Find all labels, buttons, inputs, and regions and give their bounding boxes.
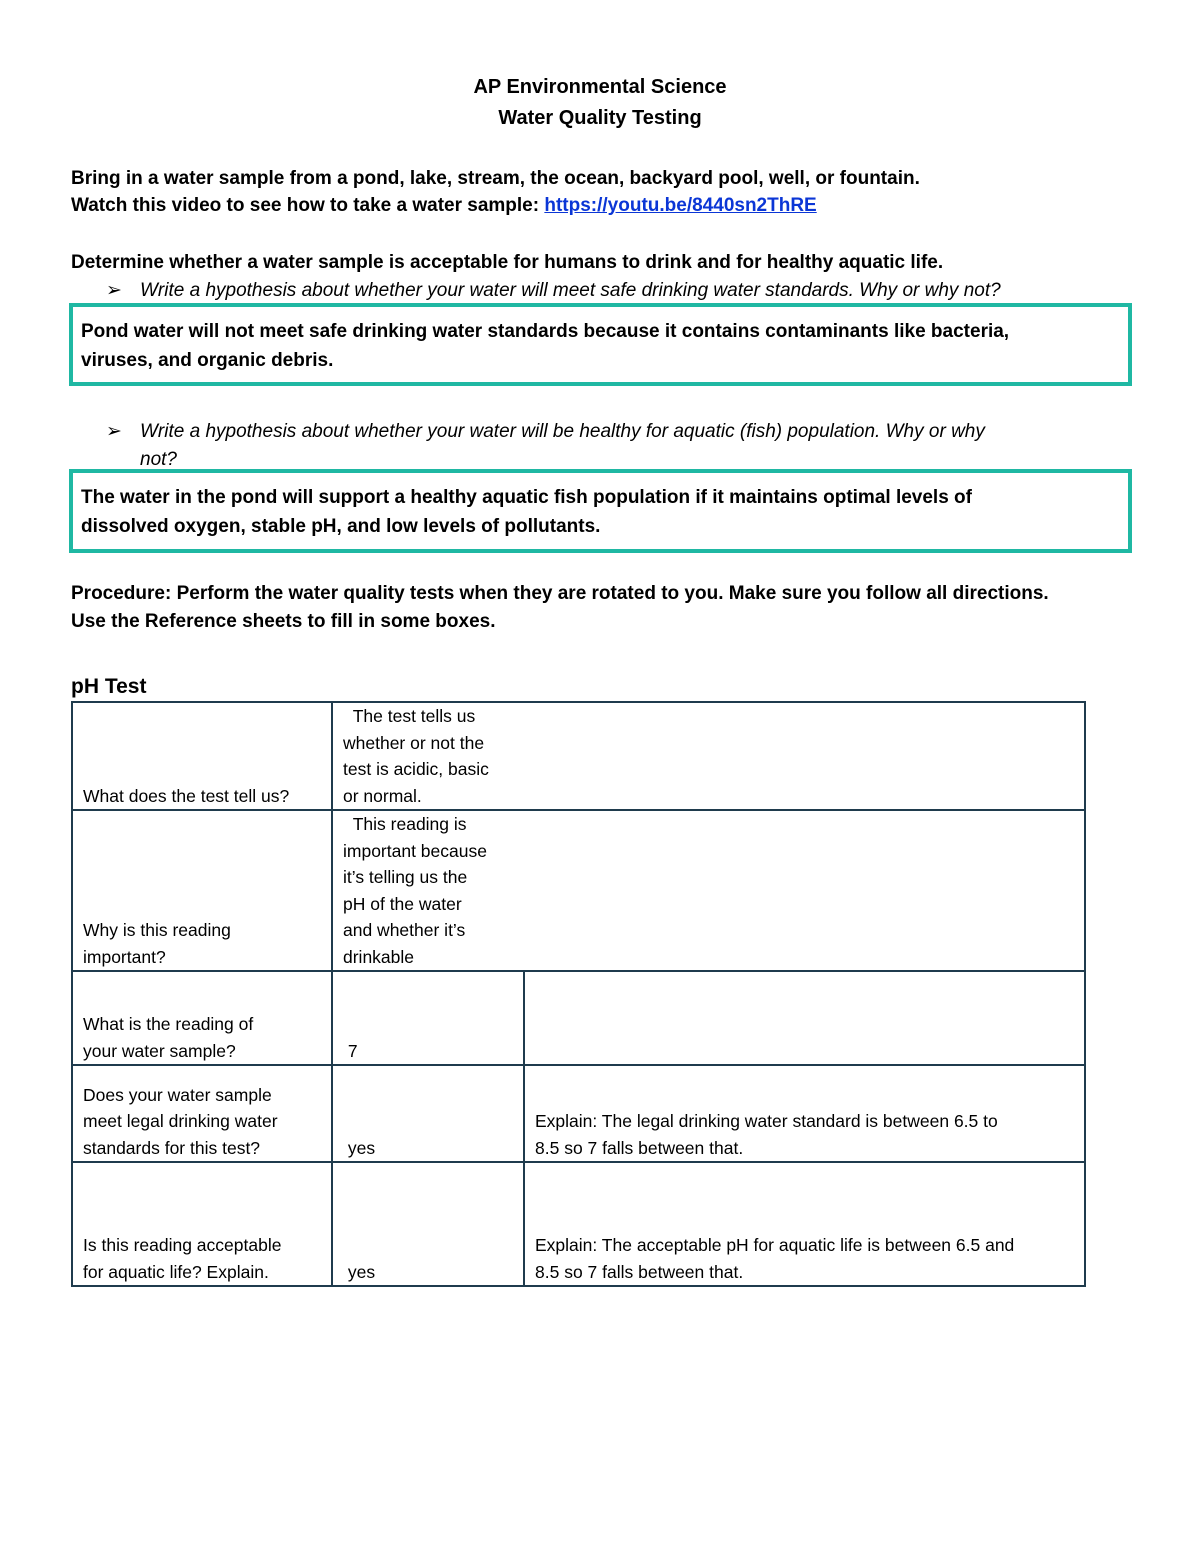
question-line: for aquatic life? Explain. [83,1261,269,1282]
hypothesis1-answer-line-2: viruses, and organic debris. [81,350,334,371]
procedure-line-2-text: to fill in some boxes. [302,611,496,632]
explain-line: Explain: The acceptable pH for aquatic life is between 6.5 and [535,1235,1015,1255]
explain-cell[interactable] [524,971,1085,1065]
answer-cell[interactable]: yes [332,1162,524,1286]
question-line: standards for this test? [83,1137,261,1158]
ph-test-heading: pH Test [71,675,147,698]
hypothesis1-answer-box[interactable] [69,303,1132,386]
question-cell [72,1162,332,1286]
answer-cell[interactable] [332,810,1085,971]
reading-value-cell[interactable]: 7 [332,971,524,1065]
explain-cell[interactable] [524,1065,1085,1162]
answer-line: and whether it’s [343,920,466,940]
arrow-bullet-icon: ➢ [106,421,122,442]
answer-line: it’s telling us the [343,867,468,887]
question-line: What is the reading of [83,1014,254,1034]
question-line: meet legal drinking water [83,1111,278,1131]
question-line: Is this reading acceptable [83,1235,282,1255]
intro-line-1: Bring in a water sample from a pond, lake, stream, the ocean, backyard pool, well, or fountain. [71,168,920,189]
table-row [72,1162,1085,1286]
table-row [72,1065,1085,1162]
table-row [72,810,1085,971]
reference-sheets-label: Use the Reference sheets [71,611,303,632]
question-cell [72,810,332,971]
hypothesis1-prompt-text: Write a hypothesis about whether your water will meet safe drinking water standards. Why or why not? [140,280,1001,301]
answer-line: or normal. [343,785,422,806]
procedure-line-1: Procedure: Perform the water quality tests when they are rotated to you. Make sure you follow all directions. [71,583,1049,604]
hypothesis2-prompt-line-1: Write a hypothesis about whether your water will be healthy for aquatic (fish) population. Why or why [140,421,985,442]
question-line: Does your water sample [83,1084,272,1105]
question-line: important? [83,946,166,967]
document-subtitle: Water Quality Testing [498,107,702,129]
hypothesis2-prompt [106,418,985,474]
answer-cell[interactable]: yes [332,1065,524,1162]
arrow-bullet-icon: ➢ [106,280,122,301]
explain-cell[interactable] [524,1162,1085,1286]
hypothesis1-answer-line-1: Pond water will not meet safe drinking water standards because it contains contaminants like bacteria, [81,321,1010,342]
hypothesis2-answer-box[interactable] [69,469,1132,553]
explain-line: 8.5 so 7 falls between that. [535,1137,744,1158]
hypothesis2-answer-line-1: The water in the pond will support a healthy aquatic fish population if it maintains optimal levels of [81,487,972,508]
ph-test-table [71,701,1086,1287]
explain-line: Explain: The legal drinking water standard is between 6.5 to [535,1111,998,1131]
hypothesis2-prompt-line-2: not? [140,449,177,470]
answer-line: drinkable [343,946,415,967]
answer-line: test is acidic, basic [343,759,489,779]
procedure-line-2 [71,611,495,633]
question-cell [72,971,332,1065]
question-cell: What does the test tell us? [72,702,332,810]
objective: Determine whether a water sample is acceptable for humans to drink and for healthy aquatic life. [71,252,944,273]
answer-line: pH of the water [343,893,462,914]
answer-line: whether or not the [343,732,485,753]
hypothesis1-prompt [106,279,1001,302]
question-line: Why is this reading [83,920,231,940]
question-cell [72,1065,332,1162]
explain-line: 8.5 so 7 falls between that. [535,1261,744,1282]
hypothesis2-answer-line-2: dissolved oxygen, stable pH, and low levels of pollutants. [81,516,601,537]
answer-line: The test tells us [343,706,476,726]
intro-line-2 [71,195,817,217]
question-line: your water sample? [83,1040,236,1061]
answer-cell[interactable] [332,702,1085,810]
intro-line-2-text: Watch this video to see how to take a water sample: [71,195,545,216]
answer-line: This reading is [343,814,467,834]
video-link[interactable]: https://youtu.be/8440sn2ThRE [544,195,817,216]
answer-line: important because [343,840,487,861]
table-row [72,702,1085,810]
document-title: AP Environmental Science [473,76,727,98]
table-row [72,971,1085,1065]
